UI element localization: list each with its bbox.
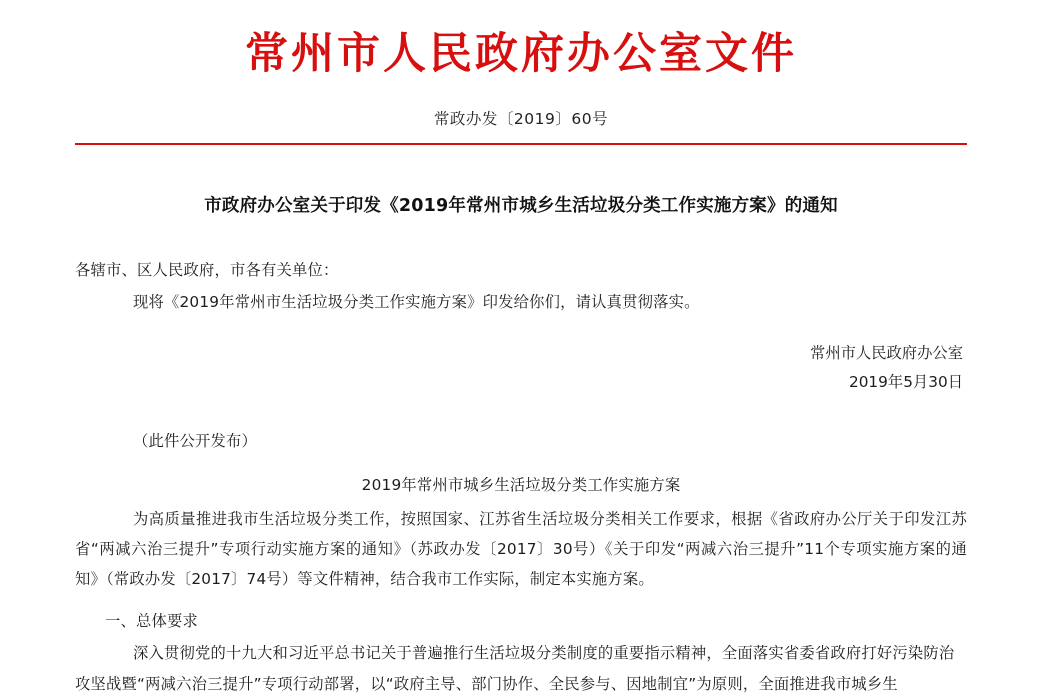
masthead [75, 0, 967, 79]
section-heading-general-requirements: 一、总体要求 [105, 611, 198, 630]
red-divider-rule [75, 143, 967, 145]
signature-block [75, 339, 967, 397]
section-1-paragraph-line-1: 深入贯彻党的十九大和习近平总书记关于普遍推行生活垃圾分类制度的重要指示精神，全面落实省委省政府打好污染防治 [133, 643, 955, 662]
attachment-title: 2019年常州市城乡生活垃圾分类工作实施方案 [361, 476, 681, 495]
masthead-title: 常州市人民政府办公室文件 [245, 29, 797, 79]
notice-body-paragraph: 现将《2019年常州市生活垃圾分类工作实施方案》印发给你们，请认真贯彻落实。 [133, 292, 700, 311]
public-release-note: （此件公开发布） [133, 432, 257, 451]
paragraph-basis: 为高质量推进我市生活垃圾分类工作，按照国家、江苏省生活垃圾分类相关工作要求，根据《省政府办公厅关于印发江苏省“两减六治三提升”专项行动实施方案的通知》（苏政办发〔2017〕30号）《关于印发“两减六治三提升”11个专项实施方案的通知》（常政办发〔2017〕74号）等文件精神，结合我市工作实际，制定本实施方案。 [75, 510, 967, 588]
signature-date: 2019年5月30日 [848, 373, 963, 392]
document-content [75, 0, 967, 700]
section-1-paragraph-line-2: 攻坚战暨“两减六治三提升”专项行动部署，以“政府主导、部门协作、全民参与、因地制宜”为原则，全面推进我市城乡生 [75, 675, 898, 694]
addressee-line: 各辖市、区人民政府，市各有关单位： [75, 260, 339, 279]
signature-organization: 常州市人民政府办公室 [810, 344, 963, 363]
page-title: 市政府办公室关于印发《2019年常州市城乡生活垃圾分类工作实施方案》的通知 [204, 196, 838, 217]
document-number: 常政办发〔2019〕60号 [433, 110, 609, 129]
